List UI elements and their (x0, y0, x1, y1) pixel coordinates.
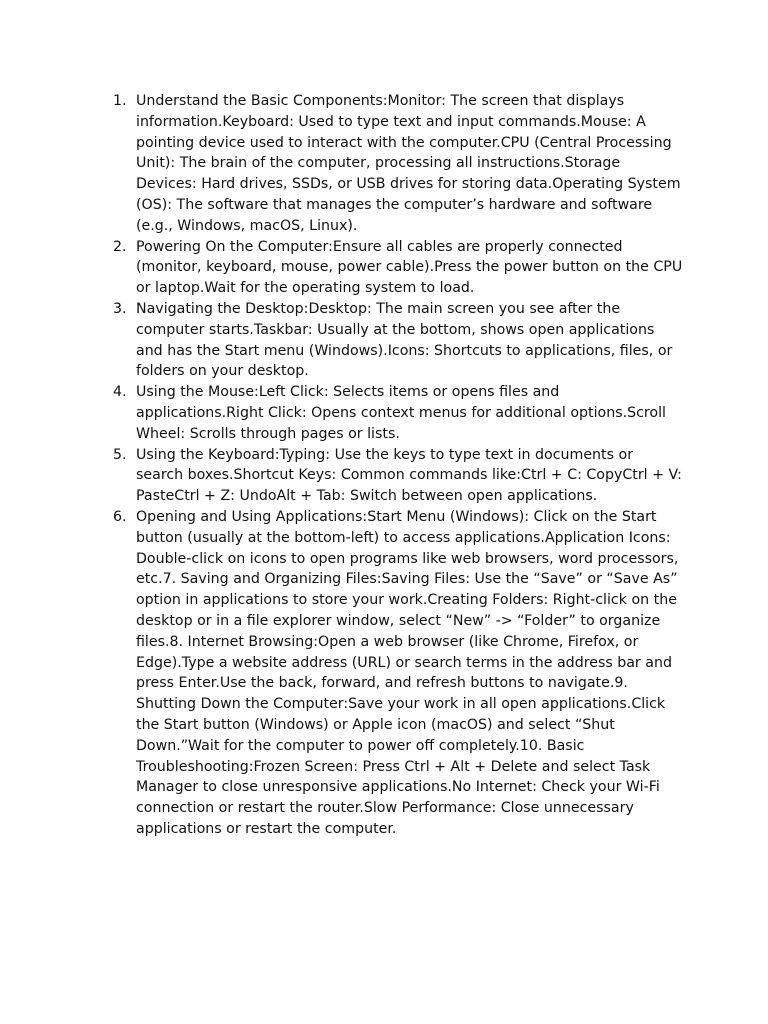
list-item-number: 3. (113, 300, 127, 317)
list-item-number: 6. (113, 508, 127, 525)
list-item-number: 5. (113, 446, 127, 463)
list-item-text: Understand the Basic Components:Monitor: The screen that displays information.Keyboard: Used to type text and input commands.Mouse: A pointing device used to interact with the computer.CPU (Central Processing Unit): The brain of the computer, processing all instructions.Storage Devices: Hard drives, SSDs, or USB drives for storing data.Operating System (OS): The software that manages the computer’s hardware and software (e.g., Windows, macOS, Linux). (136, 93, 681, 234)
list-item-text: Navigating the Desktop:Desktop: The main screen you see after the computer starts.Taskbar: Usually at the bottom, shows open applications and has the Start menu (Windows).Icons: Shortcuts to applications, files, or folders on your desktop. (136, 300, 673, 380)
list-item-number: 1. (113, 93, 127, 109)
list-item-text: Using the Keyboard:Typing: Use the keys to type text in documents or search boxes.Shortcut Keys: Common commands like:Ctrl + C: CopyCtrl + V: PasteCtrl + Z: UndoAlt + Tab: Switch between open applications. (136, 446, 682, 505)
list-item-text: Using the Mouse:Left Click: Selects items or opens files and applications.Right Click: Opens context menus for additional options.Scroll Wheel: Scrolls through pages or lists. (136, 384, 666, 442)
list-item-text: Powering On the Computer:Ensure all cables are properly connected (monitor, keyboard, mouse, power cable).Press the power button on the CPU or laptop.Wait for the operating system to load. (136, 238, 683, 297)
numbered-list (108, 91, 683, 840)
list-item (108, 382, 683, 444)
list-item-number: 2. (113, 238, 127, 255)
list-item (108, 237, 683, 299)
list-item (108, 299, 683, 382)
list-item (108, 445, 683, 507)
list-item (108, 91, 683, 237)
list-item (108, 507, 683, 840)
list-item-number: 4. (113, 384, 127, 401)
list-item-text: Opening and Using Applications:Start Menu (Windows): Click on the Start button (usually at the bottom-left) to access applications.Application Icons: Double-click on icons to open programs like web browsers, word processors, etc.7. Saving and Organizing Files:Saving Files: Use the “Save” or “Save As” option in applications to store your work.Creating Folders: Right-click on the desktop or in a file explorer window, select “New” -> “Folder” to organize files.8. Internet Browsing:Open a web browser (like Chrome, Firefox, or Edge).Type a website address (URL) or search terms in the address bar and press Enter.Use the back, forward, and refresh buttons to navigate.9. Shutting Down the Computer:Save your work in all open applications.Click the Start button (Windows) or Apple icon (macOS) and select “Shut Down.”Wait for the computer to power off completely.10. Basic Troubleshooting:Frozen Screen: Press Ctrl + Alt + Delete and select Task Manager to close unresponsive applications.No Internet: Check your Wi-Fi connection or restart the router.Slow Performance: Close unnecessary applications or restart the computer. (136, 508, 679, 837)
